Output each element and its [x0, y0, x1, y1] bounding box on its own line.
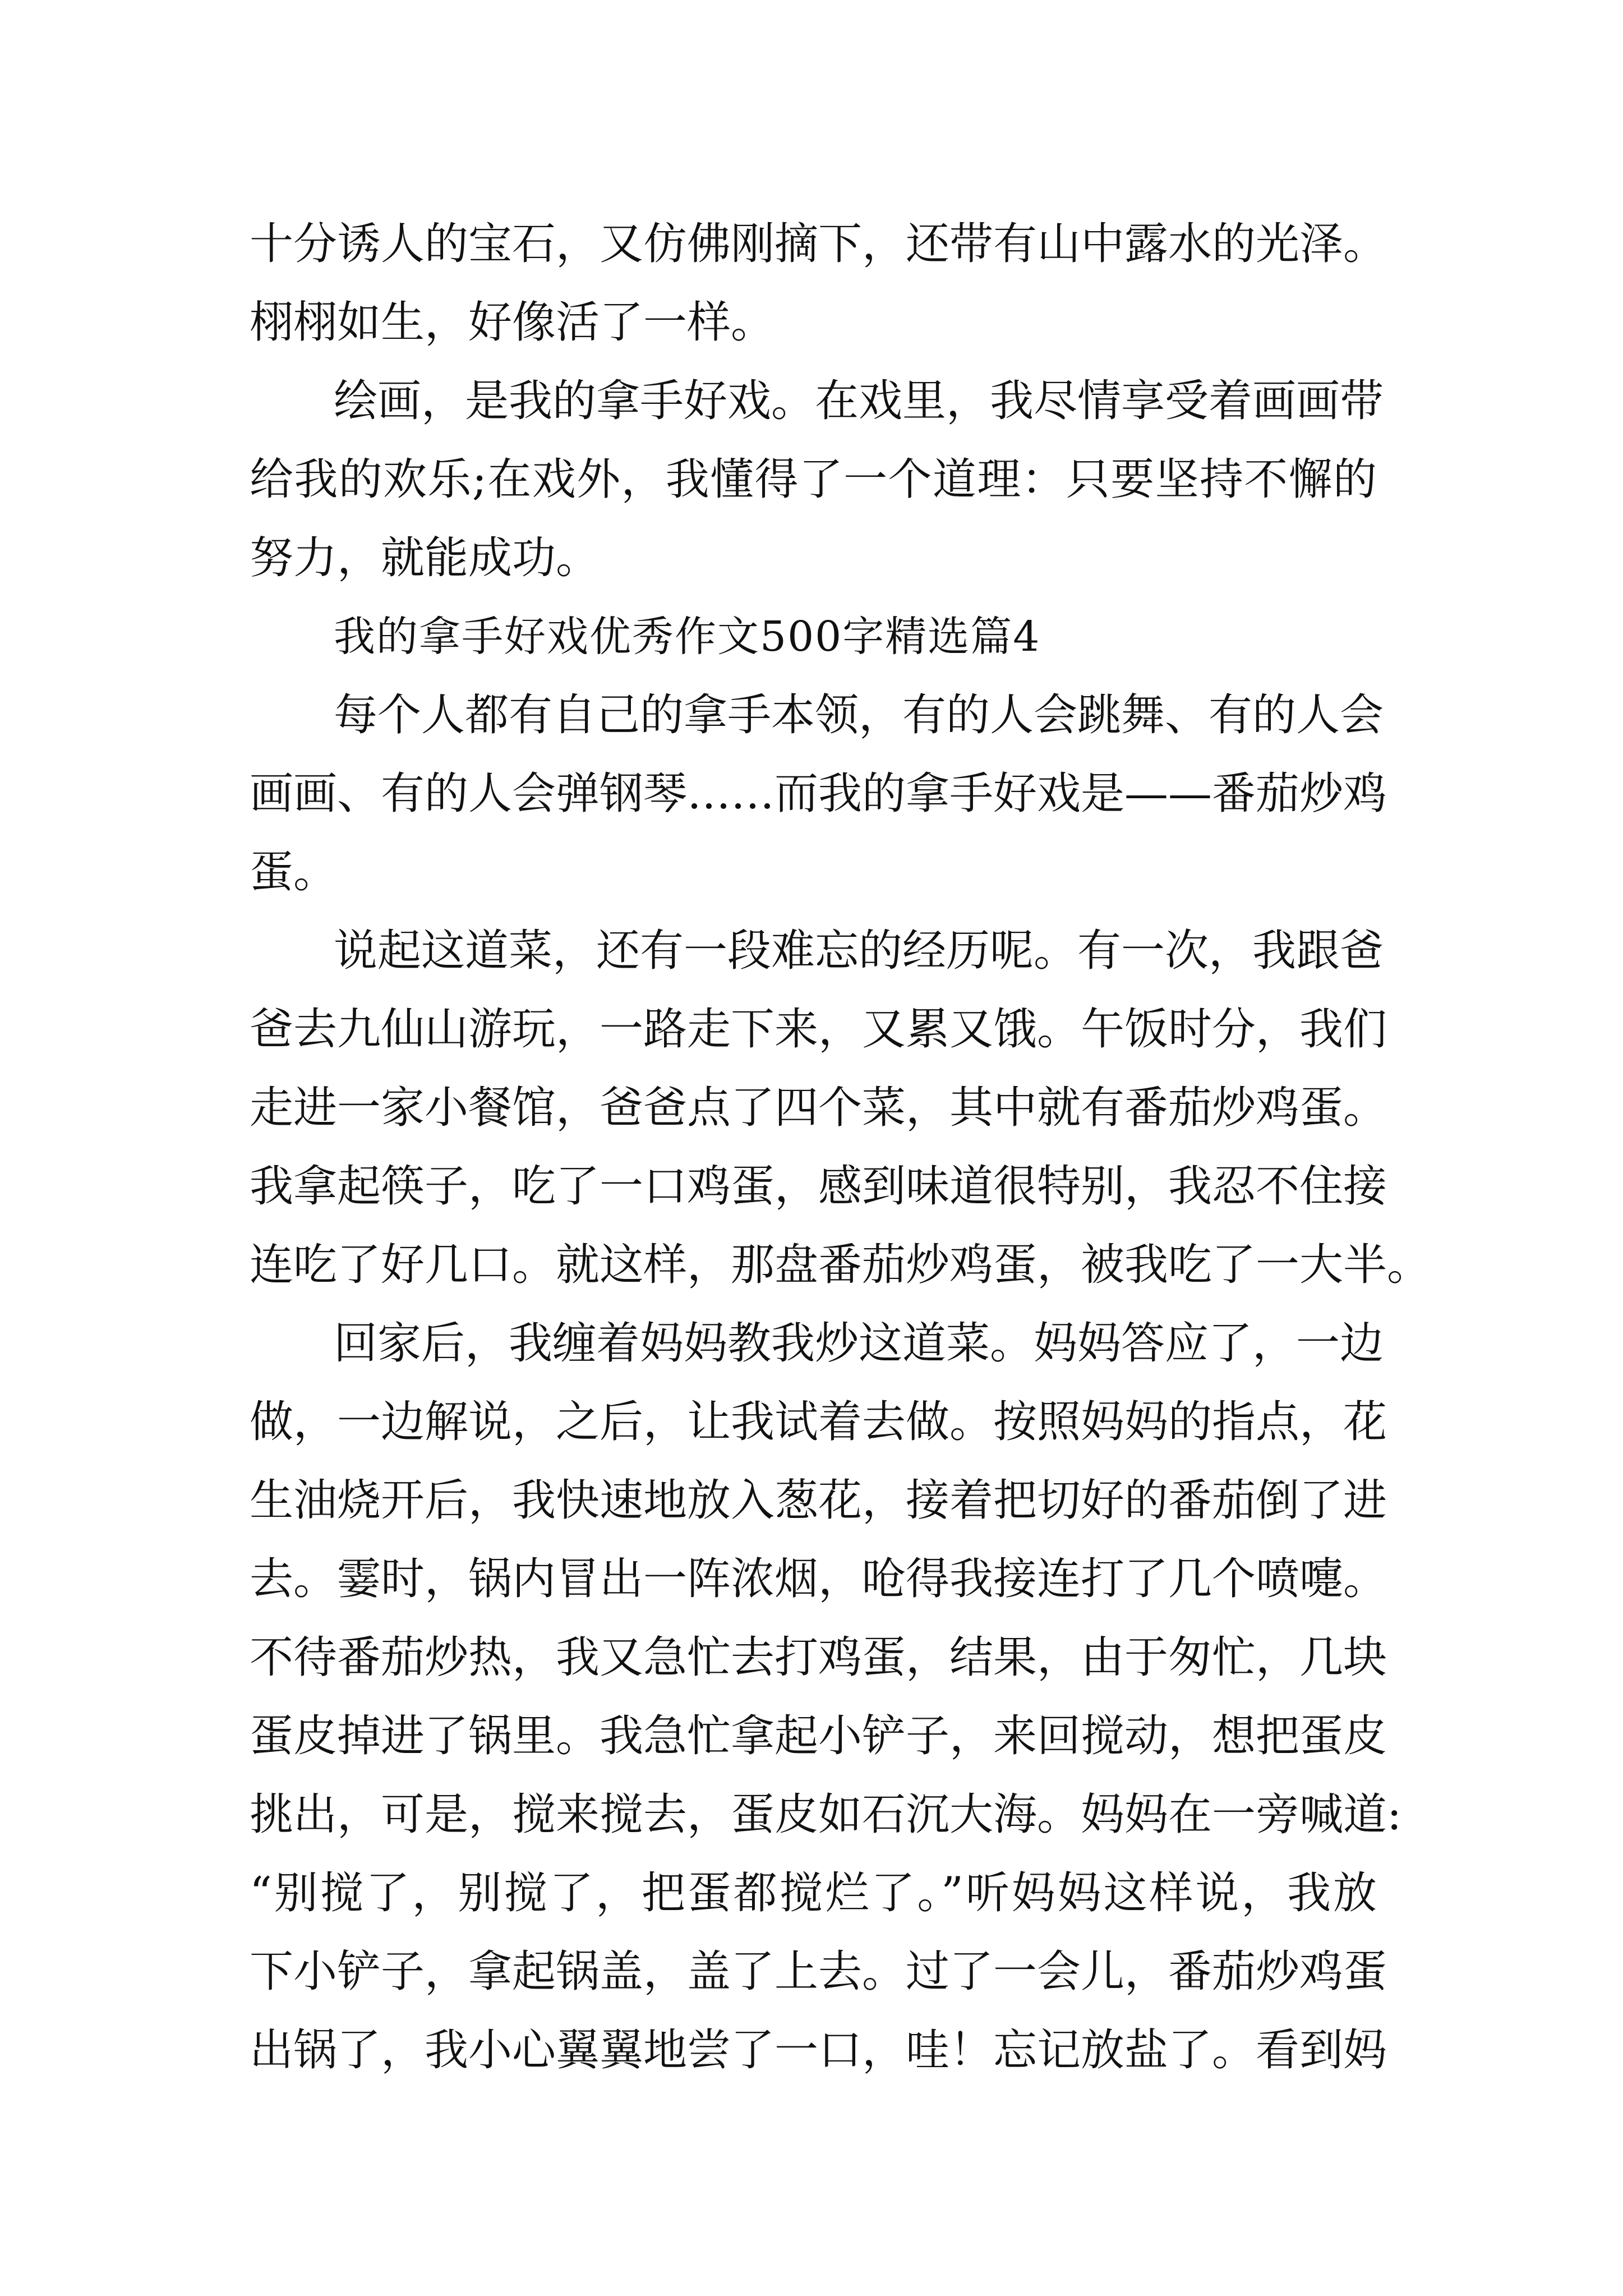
text-line: 我拿起筷子，吃了一口鸡蛋，感到味道很特别，我忍不住接 — [250, 1161, 1387, 1212]
text-line: “别搅了，别搅了，把蛋都搅烂了。”听妈妈这样说，我放 — [250, 1868, 1377, 1918]
text-line: 努力，就能成功。 — [250, 533, 600, 583]
text-line: 做，一边解说，之后，让我试着去做。按照妈妈的指点，花 — [250, 1397, 1387, 1447]
paragraph-4 — [250, 912, 1431, 1304]
text-line: 爸去九仙山游玩，一路走下来，又累又饿。午饭时分，我们 — [250, 1004, 1387, 1055]
text-line: 生油烧开后，我快速地放入葱花，接着把切好的番茄倒了进 — [250, 1475, 1387, 1526]
paragraph-2 — [250, 362, 1384, 597]
text-line: 不待番茄炒热，我又急忙去打鸡蛋，结果，由于匆忙，几块 — [250, 1632, 1387, 1683]
section-heading: 我的拿手好戏优秀作文500字精选篇4 — [334, 613, 1041, 661]
text-line: 每个人都有自己的拿手本领，有的人会跳舞、有的人会 — [334, 690, 1384, 740]
paragraph-3 — [250, 676, 1387, 912]
text-line: 蛋。 — [250, 847, 338, 898]
text-line: 画画、有的人会弹钢琴……而我的拿手好戏是——番茄炒鸡 — [250, 769, 1387, 819]
text-line: 十分诱人的宝石，又仿佛刚摘下，还带有山中露水的光泽。 — [250, 219, 1387, 269]
text-line: 说起这道菜，还有一段难忘的经历呢。有一次，我跟爸 — [334, 926, 1384, 976]
text-line: 出锅了，我小心翼翼地尝了一口，哇！忘记放盐了。看到妈 — [250, 2025, 1387, 2076]
paragraph-5 — [250, 1304, 1402, 2090]
text-line: 栩栩如生，好像活了一样。 — [250, 297, 775, 348]
text-line: 绘画，是我的拿手好戏。在戏里，我尽情享受着画画带 — [334, 376, 1384, 426]
text-line: 挑出，可是，搅来搅去，蛋皮如石沉大海。妈妈在一旁喊道: — [250, 1789, 1402, 1840]
text-line: 连吃了好几口。就这样，那盘番茄炒鸡蛋，被我吃了一大半。 — [250, 1240, 1431, 1290]
text-line: 给我的欢乐;在戏外，我懂得了一个道理：只要坚持不懈的 — [250, 454, 1377, 505]
paragraph-1 — [250, 205, 1387, 362]
document-body — [250, 205, 1431, 2090]
text-line: 回家后，我缠着妈妈教我炒这道菜。妈妈答应了，一边 — [334, 1318, 1384, 1369]
text-line: 去。霎时，锅内冒出一阵浓烟，呛得我接连打了几个喷嚏。 — [250, 1554, 1387, 1604]
text-line: 下小铲子，拿起锅盖，盖了上去。过了一会儿，番茄炒鸡蛋 — [250, 1947, 1387, 1997]
text-line: 走进一家小餐馆，爸爸点了四个菜，其中就有番茄炒鸡蛋。 — [250, 1083, 1387, 1133]
text-line: 蛋皮掉进了锅里。我急忙拿起小铲子，来回搅动，想把蛋皮 — [250, 1711, 1387, 1761]
